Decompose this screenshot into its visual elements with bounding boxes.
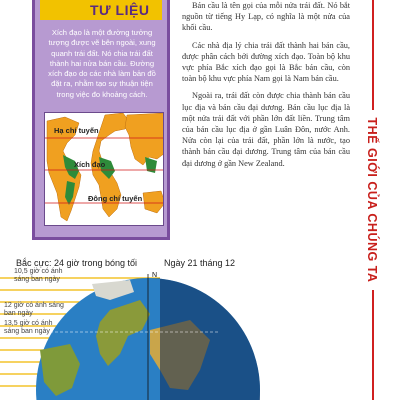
daylight-label-3: 13,5 giờ có ánh sáng ban ngày	[4, 320, 53, 335]
daylight-label-1: 10,5 giờ có ánh sáng ban ngày	[14, 268, 63, 283]
tropic-south-label: Đông chí tuyến	[88, 194, 143, 203]
info-box-title: TƯ LIỆU	[90, 2, 150, 18]
article-paragraph-1: Bán cầu là tên gọi của mỗi nửa trái đất. Nó bắt nguồn từ tiếng Hy Lạp, có nghĩa là một nửa của khối cầu.	[182, 1, 350, 33]
equator-label: Xích đạo	[74, 160, 106, 169]
date-label: Ngày 21 tháng 12	[164, 258, 236, 268]
tropic-north-label: Hạ chí tuyến	[54, 126, 99, 135]
article-paragraph-3: Ngoài ra, trái đất còn được chia thành bán cầu lục địa và bán cầu đại dương. Bán cầu lục địa là một nửa trái đất với phần lớn đất liền. Trung tâm của bán cầu lục địa ở gần Luân Đôn, nước Anh. Nửa còn lại của trái đất, phần lớn là nước, tạo thành bán cầu đại dương. Trung tâm của bán cầu đại dương ở gần New Zealand.	[182, 91, 350, 168]
zero-degree-mark: 0°	[62, 306, 69, 313]
north-mark: N	[152, 272, 158, 279]
article-text	[182, 0, 350, 175]
info-box-text: Xích đạo là một đường tưởng tượng được vẽ bên ngoài, xung quanh trái đất. Nó chia trái đất thành hai nửa bán cầu. Đường xích đạo do các nhà làm bản đồ đặt ra, nhằm tạo sự thuận tiện trong việc đo khoảng cách.	[48, 28, 156, 99]
sidebar-line-top	[372, 0, 374, 110]
article-paragraph-2: Các nhà địa lý chia trái đất thành hai bán cầu, được phân cách bởi đường xích đạo. Toàn bộ khu vực phía Bắc xích đạo gọi là Bắc bán cầu, còn toàn bộ khu vực phía Nam gọi là Nam bán cầu.	[182, 40, 350, 84]
daylight-label-2: 12 giờ có ánh sáng ban ngày	[4, 302, 64, 317]
sidebar-title-text: THẾ GIỚI CỦA CHÚNG TA	[365, 117, 379, 283]
sidebar-line-bottom	[372, 290, 374, 400]
pole-label: Bắc cực: 24 giờ trong bóng tối	[16, 258, 137, 268]
